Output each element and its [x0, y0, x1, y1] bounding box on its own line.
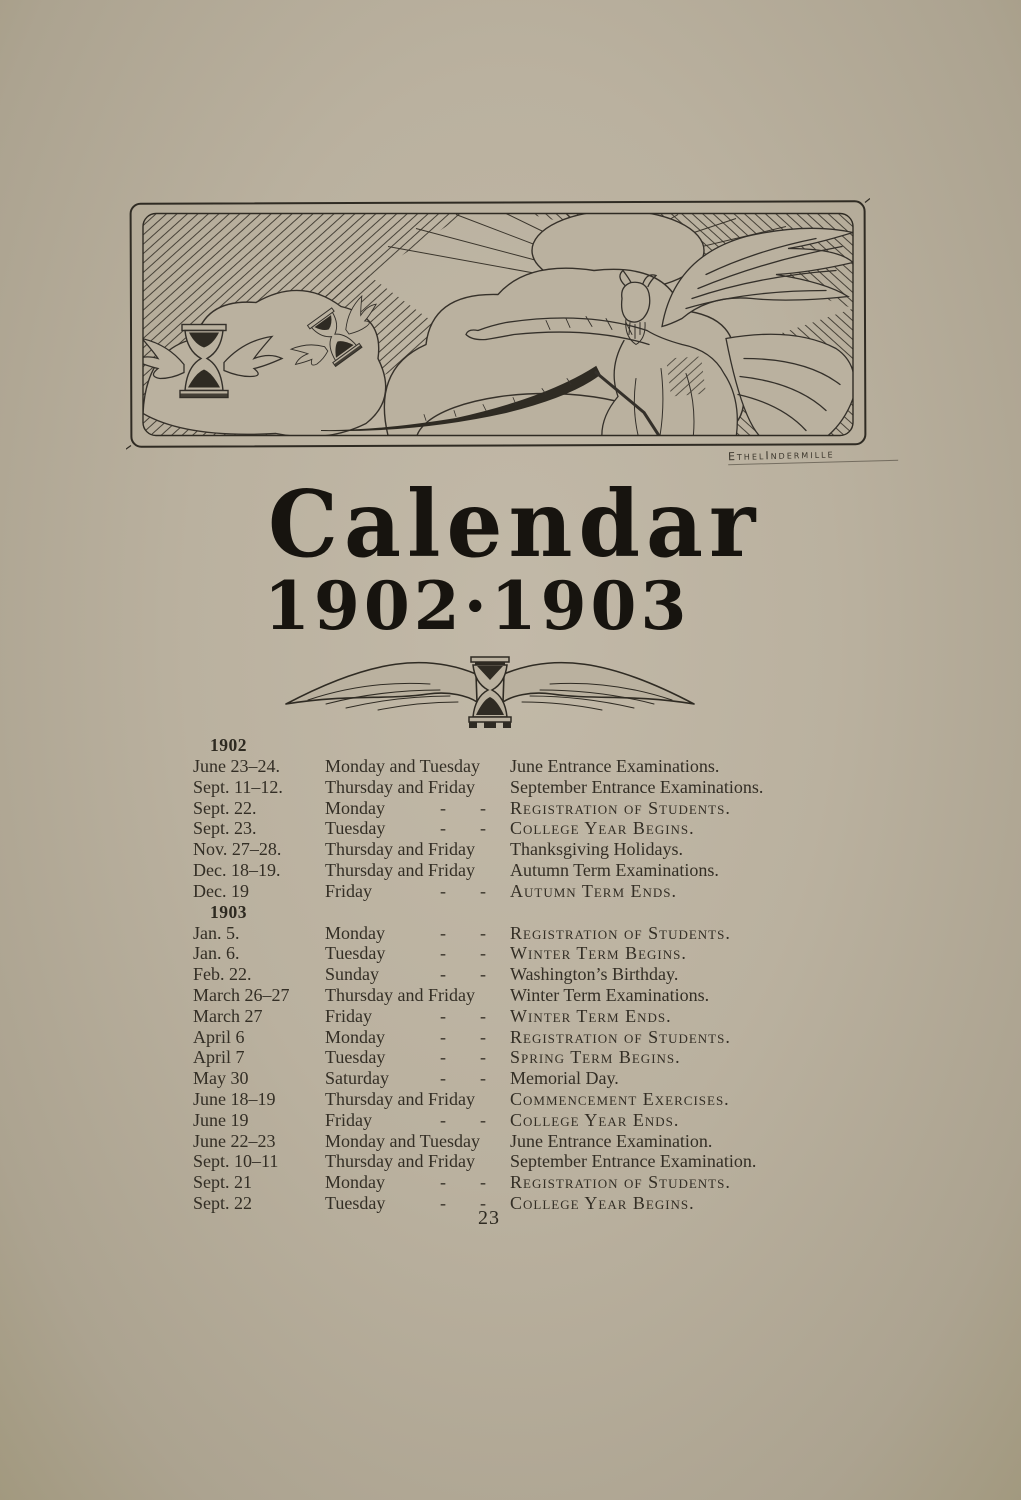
- table-row: [193, 964, 853, 985]
- leader-dash: -: [440, 943, 446, 964]
- leader-dash: -: [480, 1026, 486, 1047]
- date-cell: Sept. 23.: [193, 818, 257, 839]
- date-cell: June 23–24.: [193, 756, 280, 776]
- day-label: Friday: [325, 1109, 372, 1130]
- table-row: [193, 1131, 853, 1152]
- table-row: [193, 756, 853, 777]
- day-label: Saturday: [325, 1068, 389, 1089]
- day-cell: [325, 798, 510, 819]
- event-cell: Winter Term Begins.: [510, 943, 687, 964]
- year-heading: [193, 735, 853, 756]
- date-cell: March 26–27: [193, 984, 290, 1005]
- winged-hourglass-divider: [278, 652, 702, 732]
- event-cell: Autumn Term Ends.: [510, 880, 678, 901]
- day-cell: [325, 1047, 510, 1068]
- date-cell: Sept. 11–12.: [193, 776, 283, 797]
- leader-dash: -: [440, 1026, 446, 1047]
- date-cell: March 27: [193, 1005, 263, 1026]
- day-label: Thursday and Friday: [325, 984, 475, 1005]
- day-label: Monday and Tuesday: [325, 1130, 481, 1151]
- table-row: [193, 839, 853, 860]
- event-cell: June Entrance Examination.: [510, 1130, 713, 1151]
- event-cell: College Year Begins.: [510, 818, 695, 839]
- leader-dash: -: [440, 1109, 446, 1130]
- day-label: Thursday and Friday: [325, 859, 475, 880]
- year-label: 1902: [210, 735, 247, 755]
- year-heading: [193, 902, 853, 923]
- day-cell: [325, 818, 510, 839]
- table-row: [193, 1047, 853, 1068]
- date-cell: May 30: [193, 1068, 249, 1089]
- date-cell: Sept. 22: [193, 1192, 253, 1213]
- day-cell: [325, 923, 510, 944]
- day-label: Sunday: [325, 964, 379, 985]
- winged-hourglass-icon: [278, 652, 702, 732]
- table-row: [193, 923, 853, 944]
- leader-dash: -: [440, 797, 446, 818]
- day-cell: [325, 756, 510, 777]
- leader-dash: -: [480, 922, 486, 943]
- day-cell: [325, 839, 510, 860]
- table-row: [193, 1089, 853, 1110]
- day-cell: [325, 1172, 510, 1193]
- day-cell: [325, 1151, 510, 1172]
- leader-dash: -: [440, 818, 446, 839]
- table-row: [193, 1172, 853, 1193]
- leader-dash: -: [440, 1068, 446, 1089]
- day-cell: [325, 1110, 510, 1131]
- table-row: [193, 1006, 853, 1027]
- table-row: [193, 798, 853, 819]
- event-cell: Winter Term Ends.: [510, 1005, 672, 1026]
- event-cell: Spring Term Begins.: [510, 1047, 681, 1068]
- leader-dash: -: [480, 1172, 486, 1193]
- day-cell: [325, 860, 510, 881]
- leader-dash: -: [440, 880, 446, 901]
- day-cell: [325, 881, 510, 902]
- leader-dash: -: [480, 818, 486, 839]
- father-time-illustration: [126, 198, 870, 451]
- leader-dash: -: [440, 1192, 446, 1213]
- event-cell: Registration of Students.: [510, 1172, 731, 1193]
- date-cell: Jan. 5.: [193, 922, 240, 943]
- day-cell: [325, 1027, 510, 1048]
- date-cell: Dec. 19: [193, 880, 249, 901]
- table-row: [193, 1027, 853, 1048]
- table-row: [193, 1068, 853, 1089]
- page-number: 23: [478, 1207, 500, 1229]
- event-cell: College Year Begins.: [510, 1192, 695, 1213]
- event-cell: June Entrance Examinations.: [510, 756, 720, 776]
- day-label: Thursday and Friday: [325, 776, 475, 797]
- table-row: [193, 777, 853, 798]
- date-cell: April 6: [193, 1026, 245, 1047]
- table-row: [193, 881, 853, 902]
- date-cell: April 7: [193, 1047, 245, 1068]
- leader-dash: -: [480, 1109, 486, 1130]
- table-row: [193, 985, 853, 1006]
- artist-signature: EthelIndermille: [728, 446, 898, 465]
- event-cell: Thanksgiving Holidays.: [510, 839, 683, 860]
- day-label: Thursday and Friday: [325, 1151, 475, 1172]
- date-cell: Sept. 10–11: [193, 1151, 279, 1172]
- event-cell: September Entrance Examinations.: [510, 776, 764, 797]
- leader-dash: -: [440, 1005, 446, 1026]
- date-cell: Sept. 21: [193, 1172, 253, 1193]
- event-cell: Memorial Day.: [510, 1068, 619, 1089]
- leader-dash: -: [480, 880, 486, 901]
- table-row: [193, 1151, 853, 1172]
- day-label: Thursday and Friday: [325, 1088, 475, 1109]
- leader-dash: -: [480, 964, 486, 985]
- day-label: Monday: [325, 1172, 385, 1193]
- leader-dash: -: [480, 1005, 486, 1026]
- day-label: Friday: [325, 1005, 372, 1026]
- day-cell: [325, 1068, 510, 1089]
- event-cell: Winter Term Examinations.: [510, 984, 710, 1005]
- leader-dash: -: [480, 1068, 486, 1089]
- event-cell: Autumn Term Examinations.: [510, 859, 719, 880]
- day-label: Thursday and Friday: [325, 839, 475, 860]
- event-cell: September Entrance Examination.: [510, 1151, 757, 1172]
- date-cell: June 19: [193, 1109, 249, 1130]
- table-row: [193, 860, 853, 881]
- date-cell: Dec. 18–19.: [193, 859, 281, 880]
- title-years: 1902·1903: [264, 567, 691, 645]
- leader-dash: -: [440, 922, 446, 943]
- event-cell: Washington’s Birthday.: [510, 964, 679, 985]
- day-label: Tuesday: [325, 1047, 386, 1068]
- day-label: Monday: [325, 1026, 385, 1047]
- day-cell: [325, 1006, 510, 1027]
- leader-dash: -: [480, 943, 486, 964]
- day-label: Tuesday: [325, 943, 386, 964]
- day-cell: [325, 964, 510, 985]
- date-cell: June 18–19: [193, 1088, 276, 1109]
- leader-dash: -: [480, 1047, 486, 1068]
- date-cell: Nov. 27–28.: [193, 839, 282, 860]
- table-row: [193, 943, 853, 964]
- page-title: Calendar: [268, 469, 762, 579]
- calendar-table: [193, 735, 853, 1214]
- header-illustration: [126, 198, 870, 451]
- date-cell: Sept. 22.: [193, 797, 257, 818]
- date-cell: Jan. 6.: [193, 943, 240, 964]
- event-cell: Registration of Students.: [510, 922, 731, 943]
- calendar-rows: [193, 735, 853, 1214]
- event-cell: Registration of Students.: [510, 797, 731, 818]
- day-cell: [325, 777, 510, 798]
- day-cell: [325, 985, 510, 1006]
- day-cell: [325, 1089, 510, 1110]
- day-label: Monday: [325, 797, 385, 818]
- table-row: [193, 1110, 853, 1131]
- day-label: Friday: [325, 880, 372, 901]
- event-cell: College Year Ends.: [510, 1109, 680, 1130]
- year-label: 1903: [210, 901, 247, 922]
- leader-dash: -: [480, 1192, 486, 1213]
- date-cell: June 22–23: [193, 1130, 276, 1151]
- day-cell: [325, 1131, 510, 1152]
- day-label: Tuesday: [325, 1192, 386, 1213]
- leader-dash: -: [440, 964, 446, 985]
- leader-dash: -: [480, 797, 486, 818]
- event-cell: Registration of Students.: [510, 1026, 731, 1047]
- date-cell: Feb. 22.: [193, 964, 252, 985]
- event-cell: Commencement Exercises.: [510, 1088, 730, 1109]
- day-label: Monday: [325, 922, 385, 943]
- day-cell: [325, 943, 510, 964]
- day-label: Tuesday: [325, 818, 386, 839]
- table-row: [193, 818, 853, 839]
- leader-dash: -: [440, 1172, 446, 1193]
- leader-dash: -: [440, 1047, 446, 1068]
- day-label: Monday and Tuesday: [325, 756, 481, 776]
